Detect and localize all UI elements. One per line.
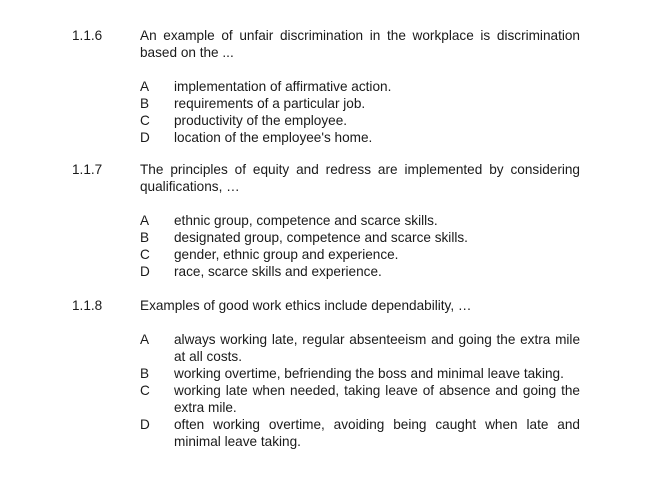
option-c <box>140 382 580 416</box>
question-number: 1.1.6 <box>72 28 103 43</box>
option-c <box>140 246 580 263</box>
question-stem: Examples of good work ethics include dependability, … <box>140 298 472 313</box>
option-text: working overtime, befriending the boss and minimal leave taking. <box>174 366 564 381</box>
option-letter: B <box>140 230 150 245</box>
option-text: always working late, regular absenteeism and going the extra mile at all costs. <box>174 332 580 364</box>
option-letter: D <box>140 417 150 432</box>
option-letter: C <box>140 247 150 262</box>
option-letter: B <box>140 96 150 111</box>
option-b <box>140 95 580 112</box>
option-a <box>140 331 580 365</box>
option-letter: B <box>140 366 150 381</box>
option-letter: C <box>140 113 150 128</box>
option-letter: D <box>140 130 150 145</box>
option-letter: A <box>140 79 150 94</box>
option-c <box>140 112 580 129</box>
option-text: ethnic group, competence and scarce skills. <box>174 213 438 228</box>
option-b <box>140 229 580 246</box>
options-list <box>140 78 580 146</box>
question-stem: The principles of equity and redress are implemented by considering qualifications, … <box>140 162 580 194</box>
option-text: often working overtime, avoiding being caught when late and minimal leave taking. <box>174 417 580 449</box>
option-letter: A <box>140 332 150 347</box>
option-d <box>140 263 580 280</box>
options-list <box>140 212 580 280</box>
question-stem: An example of unfair discrimination in the workplace is discrimination based on the ... <box>140 28 580 60</box>
option-d <box>140 416 580 450</box>
option-text: working late when needed, taking leave of absence and going the extra mile. <box>174 383 580 415</box>
option-text: productivity of the employee. <box>174 113 348 128</box>
option-a <box>140 212 580 229</box>
options-list <box>140 331 580 450</box>
option-letter: D <box>140 264 150 279</box>
option-text: implementation of affirmative action. <box>174 79 392 94</box>
option-letter: A <box>140 213 150 228</box>
option-d <box>140 129 580 146</box>
option-a <box>140 78 580 95</box>
option-text: location of the employee's home. <box>174 130 373 145</box>
option-b <box>140 365 580 382</box>
option-text: designated group, competence and scarce skills. <box>174 230 468 245</box>
option-text: race, scarce skills and experience. <box>174 264 382 279</box>
question-number: 1.1.8 <box>72 298 103 313</box>
option-text: requirements of a particular job. <box>174 96 366 111</box>
option-text: gender, ethnic group and experience. <box>174 247 399 262</box>
question-number: 1.1.7 <box>72 162 103 177</box>
option-letter: C <box>140 383 150 398</box>
